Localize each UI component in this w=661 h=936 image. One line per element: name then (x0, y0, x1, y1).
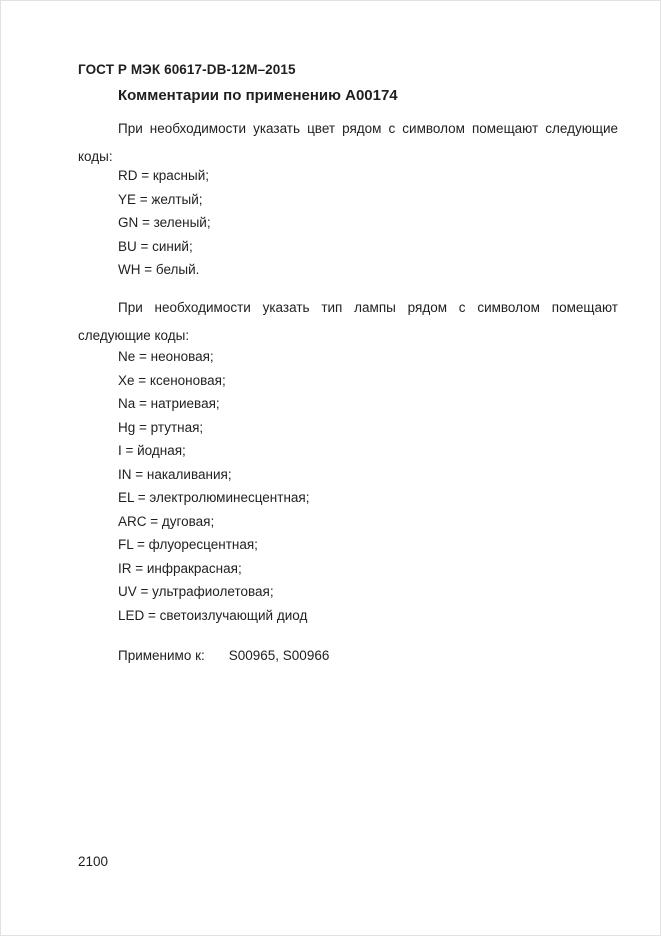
lamp-code-item: UV = ультрафиолетовая; (118, 584, 274, 599)
lamp-code-item: IN = накаливания; (118, 466, 232, 482)
color-intro-paragraph (78, 115, 618, 170)
color-code-item: BU = синий; (118, 238, 193, 254)
applicable-values: S00965, S00966 (228, 648, 330, 663)
lamp-code-item: Hg = ртутная; (118, 419, 204, 435)
lamp-code-item: FL = флуоресцентная; (118, 537, 258, 552)
document-header: ГОСТ Р МЭК 60617-DB-12M–2015 (78, 62, 296, 77)
lamp-intro-line-2: следующие коды: (78, 327, 190, 343)
color-code-item: GN = зеленый; (118, 215, 211, 230)
applicable-row (118, 648, 329, 663)
lamp-intro-line-1: При необходимости указать тип лампы рядом с символом помещают (118, 300, 618, 315)
page-title: Комментарии по применению A00174 (118, 87, 398, 104)
lamp-code-item: Xe = ксеноновая; (118, 372, 226, 388)
color-code-item: WH = белый. (118, 262, 200, 277)
applicable-label: Применимо к: (118, 648, 205, 663)
lamp-intro-paragraph (78, 294, 618, 349)
lamp-code-item: Ne = неоновая; (118, 349, 214, 364)
color-intro-line-1: При необходимости указать цвет рядом с символом помещают следующие (118, 121, 618, 136)
page-number: 2100 (78, 854, 109, 869)
color-code-item: RD = красный; (118, 168, 210, 183)
lamp-code-item: LED = светоизлучающий диод (118, 607, 308, 623)
color-code-list (118, 164, 211, 282)
lamp-code-item: I = йодная; (118, 443, 186, 458)
color-intro-line-2: коды: (78, 148, 113, 164)
lamp-code-item: Na = натриевая; (118, 396, 220, 411)
color-code-item: YE = желтый; (118, 191, 203, 207)
lamp-code-item: IR = инфракрасная; (118, 560, 242, 576)
lamp-code-item: EL = электролюминесцентная; (118, 490, 310, 505)
lamp-code-item: ARC = дуговая; (118, 513, 215, 529)
lamp-code-list (118, 345, 309, 627)
